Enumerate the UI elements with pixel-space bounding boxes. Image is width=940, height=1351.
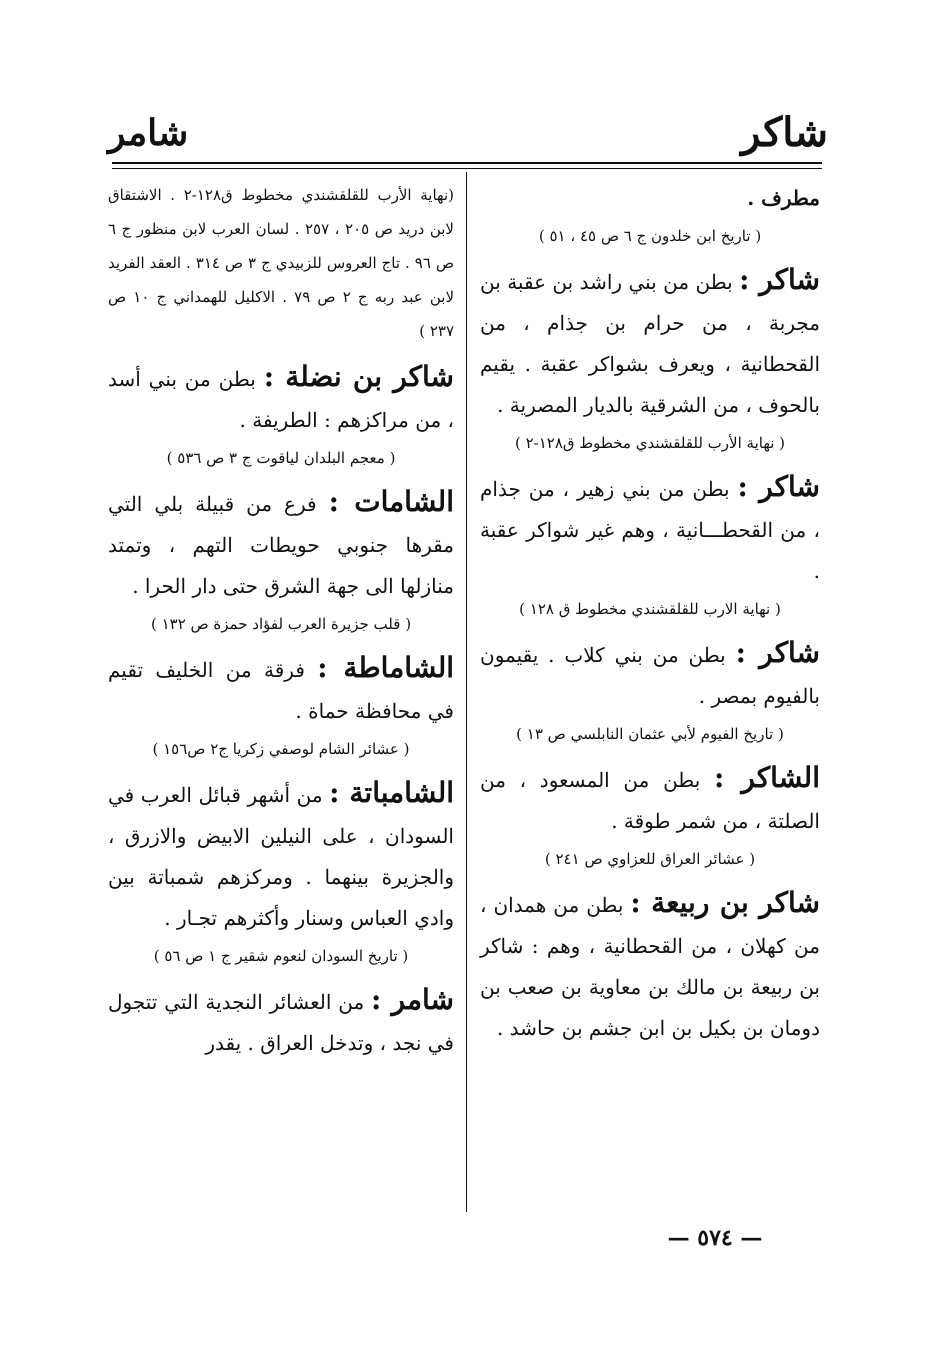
source-citation: ( معجم البلدان لياقوت ج ٣ ص ٥٣٦ ) bbox=[166, 449, 396, 467]
entry-term: الشاماطة : bbox=[317, 651, 455, 684]
dictionary-entry bbox=[108, 647, 454, 732]
entry-text: فرقة من الخليف تقيم في محافظة حماة . bbox=[108, 658, 454, 723]
source-citation: ( عشائر العراق للعزاوي ص ٢٤١ ) bbox=[544, 850, 756, 868]
dictionary-entry bbox=[480, 632, 820, 717]
entry-term: شامر : bbox=[371, 983, 454, 1016]
source-citation: ( قلب جزيرة العرب لفؤاد حمزة ص ١٣٢ ) bbox=[150, 615, 412, 633]
entry-text: بطن من المسعود ، من الصلتة ، من شمر طوقة . bbox=[480, 768, 820, 833]
entry-text: من العشائر النجدية التي تتجول في نجد ، وتدخل العراق . يقدر bbox=[108, 990, 454, 1055]
source-citation: ( تاريخ السودان لنعوم شقير ج ١ ص ٥٦ ) bbox=[153, 947, 409, 965]
continued-entry: مطرف . bbox=[747, 186, 820, 210]
right-running-headword: شاكر bbox=[741, 109, 828, 156]
left-column bbox=[108, 178, 454, 1064]
dictionary-entry bbox=[108, 772, 454, 939]
dictionary-entry bbox=[480, 757, 820, 842]
dictionary-entry bbox=[108, 481, 454, 607]
entry-text: بطن من بني راشد بن عقبة بن مجربة ، من حرام بن جذام ، من القحطانية ، ويعرف بشواكر عقبة . يقيم بالحوف ، من الشرقية بالديار المصرية . bbox=[480, 270, 820, 417]
page-header bbox=[108, 108, 828, 158]
source-citation: ( نهاية الأرب للقلقشندي مخطوط ق١٢٨-٢ ) bbox=[514, 434, 786, 452]
header-rule-thick bbox=[112, 162, 822, 164]
entry-term: الشاكر : bbox=[713, 761, 820, 794]
entry-text: بطن من بني أسد ، من مراكزهم : الطريفة . bbox=[108, 367, 454, 432]
entry-term: شاكر : bbox=[737, 470, 820, 503]
dictionary-entry bbox=[108, 979, 454, 1064]
source-citation: ( عشائر الشام لوصفي زكريا ج٢ ص١٥٦ ) bbox=[152, 740, 410, 758]
page-number: — ٥٧٤ — bbox=[667, 1225, 763, 1251]
entry-text: فرع من قبيلة بلي التي مقرها جنوبي حويطات التهم ، وتمتد منازلها الى جهة الشرق حتى دار الحرا . bbox=[108, 492, 454, 598]
dictionary-entry bbox=[480, 466, 820, 592]
entry-text: بطن من بني زهير ، من جذام ، من القحطـــانية ، وهم غير شواكر عقبة . bbox=[480, 477, 820, 583]
column-divider bbox=[466, 172, 467, 1212]
entry-text: بطن من همدان ، من كهلان ، من القحطانية ، وهم : شاكر بن ربيعة بن مالك بن معاوية بن صعب بن دومان بن بكيل بن ابن جشم بن حاشد . bbox=[480, 893, 820, 1040]
entry-term: الشامباتة : bbox=[329, 776, 454, 809]
source-citation: ( تاريخ ابن خلدون ج ٦ ص ٤٥ ، ٥١ ) bbox=[538, 227, 762, 245]
right-column bbox=[480, 178, 820, 1049]
dictionary-entry bbox=[108, 356, 454, 441]
source-citation: ( نهاية الارب للقلقشندي مخطوط ق ١٢٨ ) bbox=[519, 600, 781, 618]
source-citation: ( تاريخ الفيوم لأبي عثمان النابلسي ص ١٣ ) bbox=[516, 725, 784, 743]
entry-term: شاكر : bbox=[735, 636, 821, 669]
entry-term: الشامات : bbox=[328, 485, 454, 518]
source-citation: (نهاية الأرب للقلقشندي مخطوط ق١٢٨-٢ . الاشتقاق لابن دريد ص ٢٠٥ ، ٢٥٧ . لسان العرب لابن منظور ج ٦ ص ٩٦ . تاج العروس للزبيدي ج ٣ ص ٣١٤ . العقد الفريد لابن عبد ربه ج ٢ ص ٧٩ . الاكليل للهمداني ج ١٠ ص ٢٣٧ ) bbox=[108, 186, 455, 340]
left-running-headword: شامر bbox=[108, 112, 189, 154]
entry-term: شاكر بن ربيعة : bbox=[630, 886, 820, 919]
entry-text: بطن من بني كلاب . يقيمون بالفيوم بمصر . bbox=[480, 643, 820, 708]
dictionary-entry bbox=[480, 259, 820, 426]
entry-term: شاكر بن نضلة : bbox=[263, 360, 455, 393]
entry-text: من أشهر قبائل العرب في السودان ، على النيلين الابيض والازرق ، والجزيرة بينهما . ومركزهم شمباتة بين وادي العباس وسنار وأكثرهم تجـار . bbox=[108, 783, 454, 930]
header-rule-thin bbox=[112, 168, 822, 169]
entry-term: شاكر : bbox=[739, 263, 820, 296]
dictionary-entry bbox=[480, 882, 820, 1049]
